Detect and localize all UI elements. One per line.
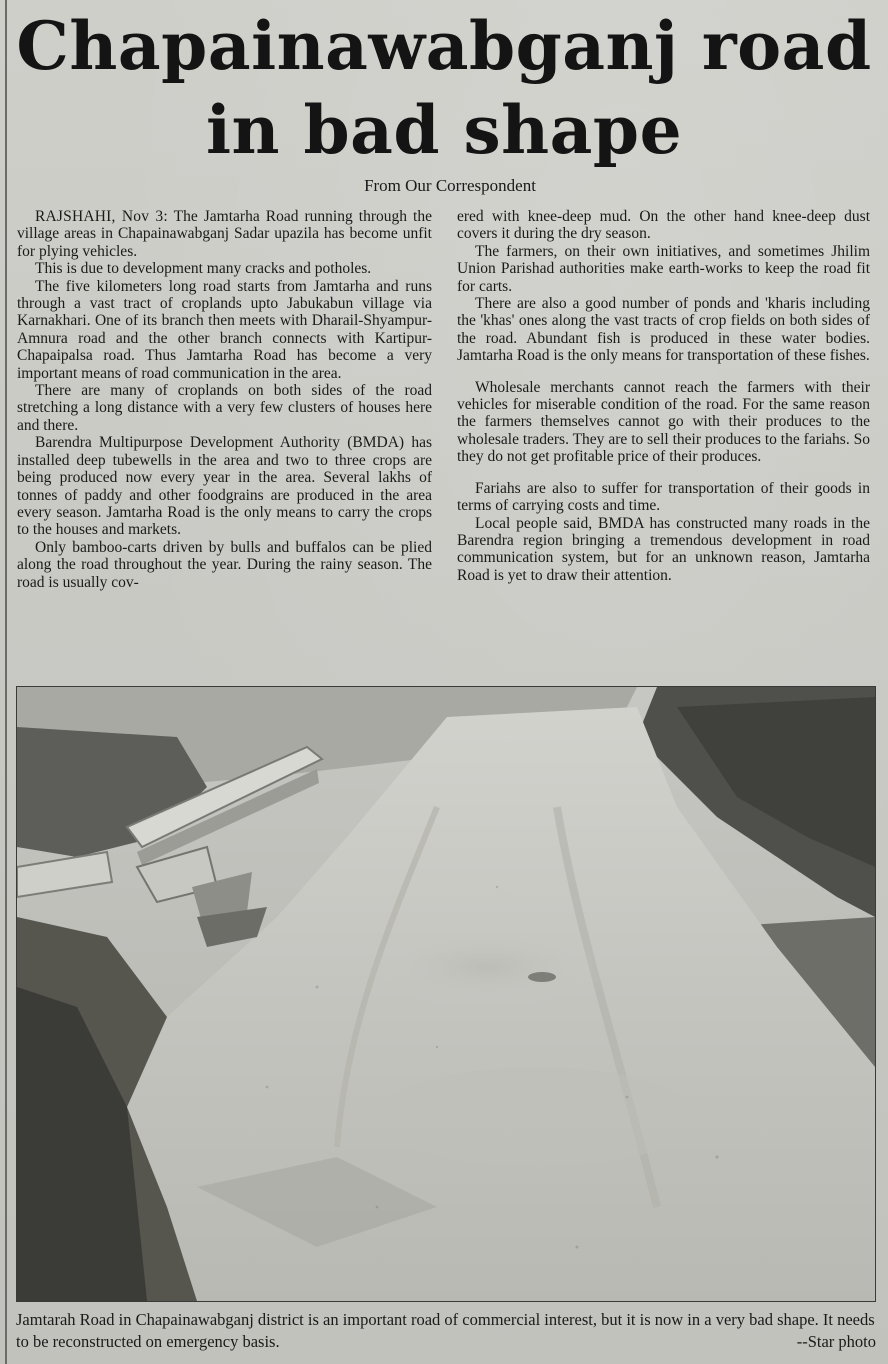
byline: From Our Correspondent xyxy=(364,176,536,195)
paragraph: The farmers, on their own initiatives, and sometimes Jhilim Union Parishad authorities make earth-works to keep the road fit for carts. xyxy=(457,242,870,295)
photo-credit: --Star photo xyxy=(796,1332,876,1351)
column-rule xyxy=(5,0,7,1364)
headline xyxy=(0,4,888,172)
caption-text: Jamtarah Road in Chapainawabganj district is an important road of commercial interest, but it is now in a very bad shape. It needs to be reconstructed on emergency basis. xyxy=(16,1310,875,1351)
article-column-left xyxy=(17,208,432,591)
headline-line-1: Chapainawabganj road xyxy=(16,7,872,85)
paragraph: Fariahs are also to suffer for transportation of their goods in terms of carrying costs and time. xyxy=(457,479,870,515)
paragraph: This is due to development many cracks and potholes. xyxy=(35,260,372,278)
news-photo xyxy=(16,686,876,1302)
road-photo-illustration xyxy=(17,687,875,1301)
article-column-right xyxy=(457,208,870,584)
dateline: RAJSHAHI, Nov 3: xyxy=(35,208,168,225)
paragraph: Barendra Multipurpose Development Authority (BMDA) has installed deep tubewells in the area and two to three crops are being produced now every year in the area. Several lakhs of tonnes of paddy and other foodgrains are produced in the area every season. Jamtarha Road is the only means to carry the crops to the houses and markets. xyxy=(17,434,432,539)
photo-caption xyxy=(16,1309,876,1353)
paragraph: Only bamboo-carts driven by bulls and buffalos can be plied along the road throughout the year. During the rainy season. The road is usually cov- xyxy=(17,538,432,591)
paragraph: ered with knee-deep mud. On the other hand knee-deep dust covers it during the dry season. xyxy=(457,208,870,243)
paragraph: Local people said, BMDA has constructed many roads in the Barendra region bringing a tremendous development in road communication system, but for an unknown reason, Jamtarha Road is yet to draw their attention. xyxy=(457,514,870,584)
headline-line-2: in bad shape xyxy=(205,91,683,169)
paragraph: There are many of croplands on both sides of the road stretching a long distance with a very few clusters of houses here and there. xyxy=(17,382,432,434)
paragraph: Wholesale merchants cannot reach the farmers with their vehicles for miserable condition of the road. For the same reason the farmers themselves cannot go with their produces to the wholesale traders. They are to sell their produces to the fariahs. So they do not get profitable price of their produces. xyxy=(457,378,870,466)
paragraph: There are also a good number of ponds and 'kharis including the 'khas' ones along the vast tracts of crop fields on both sides of the road. Abundant fish is produced in these water bodies. Jamtarha Road is the only means for transportation of these fishes. xyxy=(457,295,870,365)
paragraph: The five kilometers long road starts from Jamtarha and runs through a vast tract of croplands upto Jabukabun village via Karnakhari. One of its branch then meets with Dharail-Shyampur-Amnura road and the other branch connects with Kartipur-Chapaipalsa road. Thus Jamtarha Road has become a very important means of road communication in the area. xyxy=(17,277,432,382)
paragraph-text: The Jamtarha Road running through the village areas in Chapainawabganj Sadar upazila has become unfit for plying vehicles. xyxy=(17,208,432,260)
paragraph xyxy=(17,208,432,260)
